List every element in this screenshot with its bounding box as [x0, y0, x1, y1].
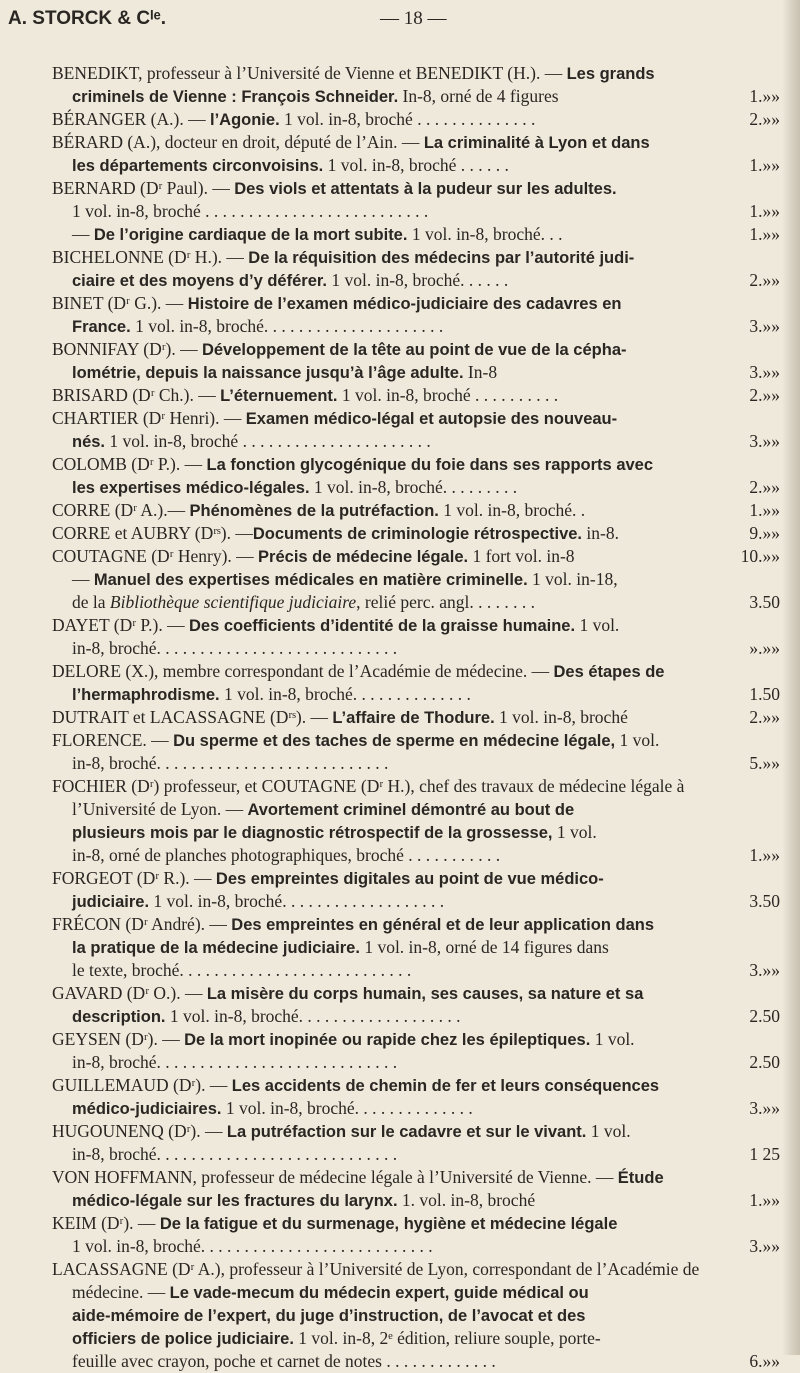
book-title: De la mort inopinée ou rapide chez les épileptiques. — [184, 1031, 591, 1049]
entry-text: In-8, orné de 4 figures — [398, 86, 559, 106]
book-title: France. — [72, 318, 131, 336]
entry-text: BENEDIKT, professeur à l’Université de Vienne et BENEDIKT (H.). — — [52, 63, 567, 83]
book-title: La fonction glycogénique du foie dans ses rapports avec — [206, 456, 654, 474]
entry-line — [52, 1281, 780, 1304]
book-entry — [52, 62, 780, 108]
page-edge-shadow — [782, 0, 800, 1355]
entry-line — [52, 1212, 780, 1235]
book-entry — [52, 131, 780, 177]
book-entry — [52, 660, 780, 706]
entry-line — [52, 706, 780, 729]
book-entry — [52, 292, 780, 338]
entry-line — [52, 407, 780, 430]
book-price: 1.»» — [745, 223, 780, 246]
entry-line — [52, 867, 780, 890]
book-title: Des étapes de — [553, 663, 665, 681]
book-price: 5.»» — [745, 752, 780, 775]
entry-line — [52, 1258, 780, 1281]
entry-text: KEIM (Dʳ). — — [52, 1213, 160, 1233]
page-number: — 18 — — [380, 8, 447, 29]
entry-line — [52, 131, 780, 154]
book-title: médico-légale sur les fractures du larynx. — [72, 1192, 398, 1210]
book-price: 3.»» — [745, 1235, 780, 1258]
entry-line — [52, 453, 780, 476]
entry-text: BINET (Dʳ G.). — — [52, 293, 188, 313]
book-entry — [52, 1212, 780, 1258]
entry-text: de la — [72, 592, 110, 612]
entry-line — [52, 775, 780, 798]
entry-text: 1 vol. in-8, orné de 14 figures dans — [359, 937, 609, 957]
book-title: La misère du corps humain, ses causes, sa nature et sa — [206, 985, 644, 1003]
entry-text: 1 vol. in-8, broché . . . . . . . . . . . . . . . . . . . . . . — [105, 431, 431, 451]
book-title: De l’origine cardiaque de la mort subite. — [93, 226, 408, 244]
book-title: L’affaire de Thodure. — [332, 709, 495, 727]
entry-line — [52, 62, 780, 85]
entry-text: COLOMB (Dʳ P.). — — [52, 454, 207, 474]
book-price: 2.»» — [745, 476, 780, 499]
entry-line — [52, 1120, 780, 1143]
entry-text: BÉRANGER (A.). — — [52, 109, 210, 129]
entry-line — [52, 338, 780, 361]
entry-line — [52, 384, 780, 407]
book-title: judiciaire. — [72, 893, 150, 911]
book-price: 1.»» — [745, 499, 780, 522]
book-title: ciaire et des moyens d’y déférer. — [72, 272, 327, 290]
entry-line — [52, 1189, 780, 1212]
book-price: 3.»» — [745, 430, 780, 453]
book-title: Précis de médecine légale. — [258, 548, 469, 566]
book-title: officiers de police judiciaire. — [72, 1330, 294, 1348]
entry-line — [52, 177, 780, 200]
entry-text: FRÉCON (Dʳ André). — — [52, 914, 232, 934]
entry-text: in-8. — [582, 523, 619, 543]
entry-line — [52, 1304, 780, 1327]
book-title: De la fatigue et du surmenage, hygiène et médecine légale — [159, 1215, 618, 1233]
entry-line — [52, 982, 780, 1005]
entry-line — [52, 568, 780, 591]
entry-text: in-8, broché. . . . . . . . . . . . . . . . . . . . . . . . . . . . — [72, 1052, 398, 1072]
book-title: Étude — [617, 1169, 664, 1187]
entry-line — [52, 315, 780, 338]
entry-line — [52, 292, 780, 315]
entry-line — [52, 1051, 780, 1074]
entry-text: 1 vol. in-8, broché. . . . . . . . . . . . . . . . . . . — [165, 1006, 461, 1026]
entry-text: GAVARD (Dʳ O.). — — [52, 983, 207, 1003]
entry-line — [52, 913, 780, 936]
entry-text: 1 vol. in-8, 2ᵉ édition, reliure souple, porte- — [293, 1328, 601, 1348]
book-title: Du sperme et des taches de sperme en médecine légale, — [173, 732, 616, 750]
book-title: Les accidents de chemin de fer et leurs conséquences — [231, 1077, 660, 1095]
entry-text: In-8 — [463, 362, 498, 382]
book-price: 3.50 — [745, 890, 780, 913]
entry-line — [52, 1074, 780, 1097]
entry-text: 1. vol. in-8, broché — [397, 1190, 536, 1210]
book-title: La putréfaction sur le cadavre et sur le vivant. — [226, 1123, 587, 1141]
book-price: 3.50 — [745, 591, 780, 614]
book-title: plusieurs mois par le diagnostic rétrospectif de la grossesse, — [72, 824, 553, 842]
book-price: 1.»» — [745, 844, 780, 867]
entry-text: 1 vol. in-8, broché. . . . . . . . . . . . . . — [221, 1098, 473, 1118]
entry-text: 1 vol. — [586, 1121, 631, 1141]
book-title: lométrie, depuis la naissance jusqu’à l’âge adulte. — [72, 364, 464, 382]
entry-text: 1 vol. in-8, broché. . — [438, 500, 586, 520]
book-entry — [52, 177, 780, 223]
book-entry — [52, 407, 780, 453]
entry-line — [52, 614, 780, 637]
entry-text: 1 fort vol. in-8 — [468, 546, 575, 566]
entry-text: VON HOFFMANN, professeur de médecine légale à l’Université de Vienne. — — [52, 1167, 618, 1187]
entry-text: 1 vol. in-8, broché . . . . . . . . . . — [337, 385, 559, 405]
book-entry — [52, 867, 780, 913]
entry-line — [52, 246, 780, 269]
book-title: criminels de Vienne : François Schneider. — [72, 88, 399, 106]
book-price: 1 25 — [745, 1143, 780, 1166]
entry-text: GEYSEN (Dʳ). — — [52, 1029, 185, 1049]
book-title: nés. — [72, 433, 106, 451]
book-entry — [52, 545, 780, 568]
entry-text: 1 vol. in-8, broché. . . — [407, 224, 563, 244]
book-entry — [52, 614, 780, 660]
entry-text: in-8, orné de planches photographiques, broché . . . . . . . . . . . — [72, 845, 501, 865]
entry-text: BONNIFAY (Dʳ). — — [52, 339, 202, 359]
entry-text: BERNARD (Dʳ Paul). — — [52, 178, 235, 198]
book-entry — [52, 338, 780, 384]
entry-text: in-8, broché. . . . . . . . . . . . . . . . . . . . . . . . . . . . — [72, 1144, 398, 1164]
book-title: l’Agonie. — [209, 111, 280, 129]
entry-text: CORRE (Dʳ A.).— — [52, 500, 190, 520]
book-title: la pratique de la médecine judiciaire. — [72, 939, 360, 957]
entry-text: 1 vol. — [590, 1029, 635, 1049]
book-price: ».»» — [745, 637, 780, 660]
entry-line — [52, 1028, 780, 1051]
book-price: 2.50 — [745, 1005, 780, 1028]
book-entry — [52, 223, 780, 246]
book-title: Examen médico-légal et autopsie des nouveau- — [245, 410, 618, 428]
entry-text: 1 vol. in-8, broché . . . . . . . . . . . . . . . . . . . . . . . . . . — [72, 201, 429, 221]
entry-line — [52, 499, 780, 522]
entry-line — [52, 269, 780, 292]
book-price: 3.»» — [745, 1097, 780, 1120]
book-entry — [52, 453, 780, 499]
book-title: Les grands — [566, 65, 655, 83]
entry-text: GUILLEMAUD (Dʳ). — — [52, 1075, 232, 1095]
entry-text: l’Université de Lyon. — — [72, 799, 248, 819]
entry-line — [52, 476, 780, 499]
entry-text: DUTRAIT et LACASSAGNE (Dʳˢ). — — [52, 707, 333, 727]
book-price: 3.»» — [745, 315, 780, 338]
entry-line — [52, 1327, 780, 1350]
book-price: 2.»» — [745, 269, 780, 292]
entry-text: le texte, broché. . . . . . . . . . . . . . . . . . . . . . . . . . . — [72, 960, 412, 980]
book-price: 1.»» — [745, 154, 780, 177]
entry-text: médecine. — — [72, 1282, 170, 1302]
book-title: De la réquisition des médecins par l’autorité judi- — [248, 249, 635, 267]
book-entry — [52, 108, 780, 131]
book-list — [52, 62, 780, 1373]
entry-line — [52, 821, 780, 844]
entry-text: LACASSAGNE (Dʳ A.), professeur à l’Université de Lyon, correspondant de l’Académie de — [52, 1259, 700, 1279]
collection-name: Bibliothèque scientifique judiciaire — [109, 592, 357, 612]
book-price: 2.»» — [745, 384, 780, 407]
entry-text: CORRE et AUBRY (Dʳˢ). — — [52, 523, 253, 543]
book-title: Histoire de l’examen médico-judiciaire des cadavres en — [187, 295, 622, 313]
entry-text: 1 vol. in-8, broché. . . . . . . . . . . . . . . . . . . . . . . . . . . — [72, 1236, 433, 1256]
entry-text: 1 vol. in-8, broché. . . . . . . . . — [309, 477, 518, 497]
entry-text: FOCHIER (Dʳ) professeur, et COUTAGNE (Dʳ H.), chef des travaux de médecine légale à — [52, 776, 685, 796]
entry-line — [52, 1143, 780, 1166]
entry-text: FLORENCE. — — [52, 730, 174, 750]
book-title: Des empreintes en général et de leur application dans — [231, 916, 654, 934]
entry-text: BICHELONNE (Dʳ H.). — — [52, 247, 249, 267]
book-title: description. — [72, 1008, 166, 1026]
book-title: La criminalité à Lyon et dans — [423, 134, 650, 152]
entry-text: BÉRARD (A.), docteur en droit, député de l’Ain. — — [52, 132, 424, 152]
entry-line — [52, 798, 780, 821]
entry-line — [52, 1350, 780, 1373]
book-title: Des viols et attentats à la pudeur sur les adultes. — [234, 180, 617, 198]
book-title: Documents de criminologie rétrospective. — [252, 525, 583, 543]
entry-text: BRISARD (Dʳ Ch.). — — [52, 385, 221, 405]
entry-text: HUGOUNENQ (Dʳ). — — [52, 1121, 227, 1141]
entry-text: DAYET (Dʳ P.). — — [52, 615, 190, 635]
entry-line — [52, 959, 780, 982]
book-entry — [52, 1258, 780, 1373]
book-title: les expertises médico-légales. — [72, 479, 310, 497]
book-entry — [52, 1074, 780, 1120]
book-title: Des coefficients d’identité de la graisse humaine. — [189, 617, 576, 635]
entry-text: 1 vol. in-8, broché . . . . . . — [323, 155, 509, 175]
book-entry — [52, 499, 780, 522]
entry-text: in-8, broché. . . . . . . . . . . . . . . . . . . . . . . . . . . — [72, 753, 389, 773]
book-entry — [52, 982, 780, 1028]
book-entry — [52, 246, 780, 292]
book-title: Développement de la tête au point de vue de la cépha- — [201, 341, 627, 359]
book-price: 2.»» — [745, 706, 780, 729]
book-entry — [52, 1120, 780, 1166]
book-price: 2.»» — [745, 108, 780, 131]
book-title: Des empreintes digitales au point de vue médico- — [215, 870, 604, 888]
book-title: L’éternuement. — [220, 387, 338, 405]
book-price: 2.50 — [745, 1051, 780, 1074]
entry-line — [52, 108, 780, 131]
entry-line — [52, 660, 780, 683]
entry-line — [52, 637, 780, 660]
entry-text: 1 vol. in-8, broché . . . . . . . . . . . . . . — [279, 109, 536, 129]
entry-line — [52, 545, 780, 568]
entry-line — [52, 844, 780, 867]
entry-text: DELORE (X.), membre correspondant de l’Académie de médecine. — — [52, 661, 554, 681]
entry-line — [52, 936, 780, 959]
entry-text: 1 vol. — [615, 730, 660, 750]
book-entry — [52, 729, 780, 775]
entry-text: 1 vol. in-8, broché — [494, 707, 628, 727]
book-price: 1.»» — [745, 200, 780, 223]
entry-line — [52, 361, 780, 384]
entry-line — [52, 223, 780, 246]
book-title: les départements circonvoisins. — [72, 157, 324, 175]
entry-text: in-8, broché. . . . . . . . . . . . . . . . . . . . . . . . . . . . — [72, 638, 398, 658]
book-entry — [52, 913, 780, 982]
book-price: 1.»» — [745, 1189, 780, 1212]
entry-line — [52, 1005, 780, 1028]
entry-text: 1 vol. — [552, 822, 597, 842]
entry-text: — — [72, 569, 94, 589]
entry-text: 1 vol. in-8, broché. . . . . . . . . . . . . . — [219, 684, 471, 704]
entry-line — [52, 591, 780, 614]
book-price: 1.50 — [745, 683, 780, 706]
book-price: 3.»» — [745, 361, 780, 384]
entry-line — [52, 522, 780, 545]
book-title: l’hermaphrodisme. — [72, 686, 220, 704]
book-entry — [52, 568, 780, 614]
entry-line — [52, 890, 780, 913]
entry-text: feuille avec crayon, poche et carnet de notes . . . . . . . . . . . . . — [72, 1351, 496, 1371]
book-title: aide-mémoire de l’expert, du juge d’instruction, de l’avocat et des — [72, 1307, 586, 1325]
entry-text: , relié perc. angl. . . . . . . . — [356, 592, 535, 612]
book-entry — [52, 384, 780, 407]
entry-text: — — [72, 224, 94, 244]
publisher-name: A. STORCK & Cᴵᵉ. — [8, 8, 167, 29]
book-price: 1.»» — [745, 85, 780, 108]
entry-line — [52, 1235, 780, 1258]
book-entry — [52, 1166, 780, 1212]
book-entry — [52, 1028, 780, 1074]
entry-text: 1 vol. in-8, broché. . . . . . — [326, 270, 509, 290]
entry-text: CHARTIER (Dʳ Henri). — — [52, 408, 246, 428]
entry-line — [52, 752, 780, 775]
entry-text: COUTAGNE (Dʳ Henry). — — [52, 546, 259, 566]
book-title: Le vade-mecum du médecin expert, guide médical ou — [169, 1284, 589, 1302]
book-title: médico-judiciaires. — [72, 1100, 222, 1118]
book-entry — [52, 706, 780, 729]
entry-text: 1 vol. in-8, broché. . . . . . . . . . . . . . . . . . . — [149, 891, 445, 911]
book-title: Phénomènes de la putréfaction. — [189, 502, 439, 520]
entry-line — [52, 683, 780, 706]
entry-line — [52, 154, 780, 177]
book-price: 10.»» — [737, 545, 780, 568]
running-header — [8, 6, 780, 36]
book-entry — [52, 522, 780, 545]
entry-line — [52, 430, 780, 453]
entry-text: 1 vol. in-8, broché. . . . . . . . . . . . . . . . . . . . . — [130, 316, 444, 336]
book-entry — [52, 775, 780, 867]
entry-text: FORGEOT (Dʳ R.). — — [52, 868, 216, 888]
entry-line — [52, 729, 780, 752]
book-title: Avortement criminel démontré au bout de — [247, 801, 575, 819]
entry-text: 1 vol. — [575, 615, 620, 635]
entry-line — [52, 85, 780, 108]
book-price: 3.»» — [745, 959, 780, 982]
book-title: Manuel des expertises médicales en matière criminelle. — [93, 571, 528, 589]
entry-line — [52, 1166, 780, 1189]
book-price: 6.»» — [745, 1350, 780, 1373]
entry-line — [52, 200, 780, 223]
entry-text: 1 vol. in-18, — [527, 569, 618, 589]
book-price: 9.»» — [745, 522, 780, 545]
entry-line — [52, 1097, 780, 1120]
